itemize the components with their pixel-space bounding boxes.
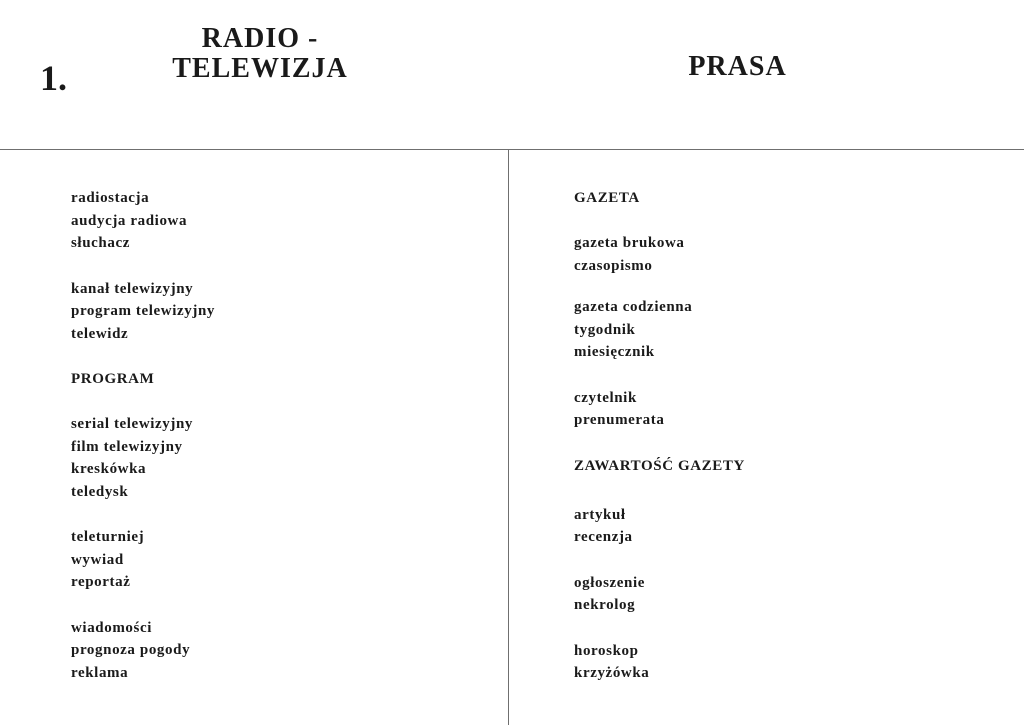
horizontal-divider: [0, 149, 1024, 150]
list-item: kanał telewizyjny: [71, 281, 194, 297]
list-item: serial telewizyjny: [71, 416, 194, 432]
list-item: radiostacja: [71, 190, 150, 206]
list-item: słuchacz: [71, 235, 130, 251]
list-item: krzyżówka: [574, 665, 650, 681]
page-number: 1.: [40, 58, 67, 98]
heading-press: PRASA: [688, 51, 787, 82]
section-heading: GAZETA: [574, 190, 640, 206]
list-item: horoskop: [574, 643, 639, 659]
list-item: nekrolog: [574, 597, 636, 613]
section-heading: ZAWARTOŚĆ GAZETY: [574, 458, 745, 474]
section-heading: PROGRAM: [71, 371, 155, 387]
list-item: telewidz: [71, 326, 129, 342]
list-item: prognoza pogody: [71, 642, 191, 658]
list-item: kreskówka: [71, 461, 147, 477]
list-item: miesięcznik: [574, 344, 655, 360]
heading-line-2: TELEWIZJA: [172, 53, 348, 84]
vertical-divider: [508, 149, 509, 725]
heading-radio-television: [150, 24, 370, 84]
list-item: wywiad: [71, 552, 124, 568]
list-item: reklama: [71, 665, 129, 681]
list-item: recenzja: [574, 529, 633, 545]
list-item: film telewizyjny: [71, 439, 183, 455]
list-item: czytelnik: [574, 390, 637, 406]
list-item: prenumerata: [574, 412, 665, 428]
list-item: gazeta codzienna: [574, 299, 693, 315]
list-item: reportaż: [71, 574, 131, 590]
list-item: artykuł: [574, 507, 626, 523]
list-item: teledysk: [71, 484, 129, 500]
list-item: wiadomości: [71, 620, 152, 636]
list-item: tygodnik: [574, 322, 636, 338]
heading-line-1: RADIO -: [201, 23, 319, 54]
list-item: ogłoszenie: [574, 575, 645, 591]
list-item: czasopismo: [574, 258, 653, 274]
list-item: program telewizyjny: [71, 303, 216, 319]
list-item: gazeta brukowa: [574, 235, 685, 251]
list-item: audycja radiowa: [71, 213, 188, 229]
list-item: teleturniej: [71, 529, 145, 545]
